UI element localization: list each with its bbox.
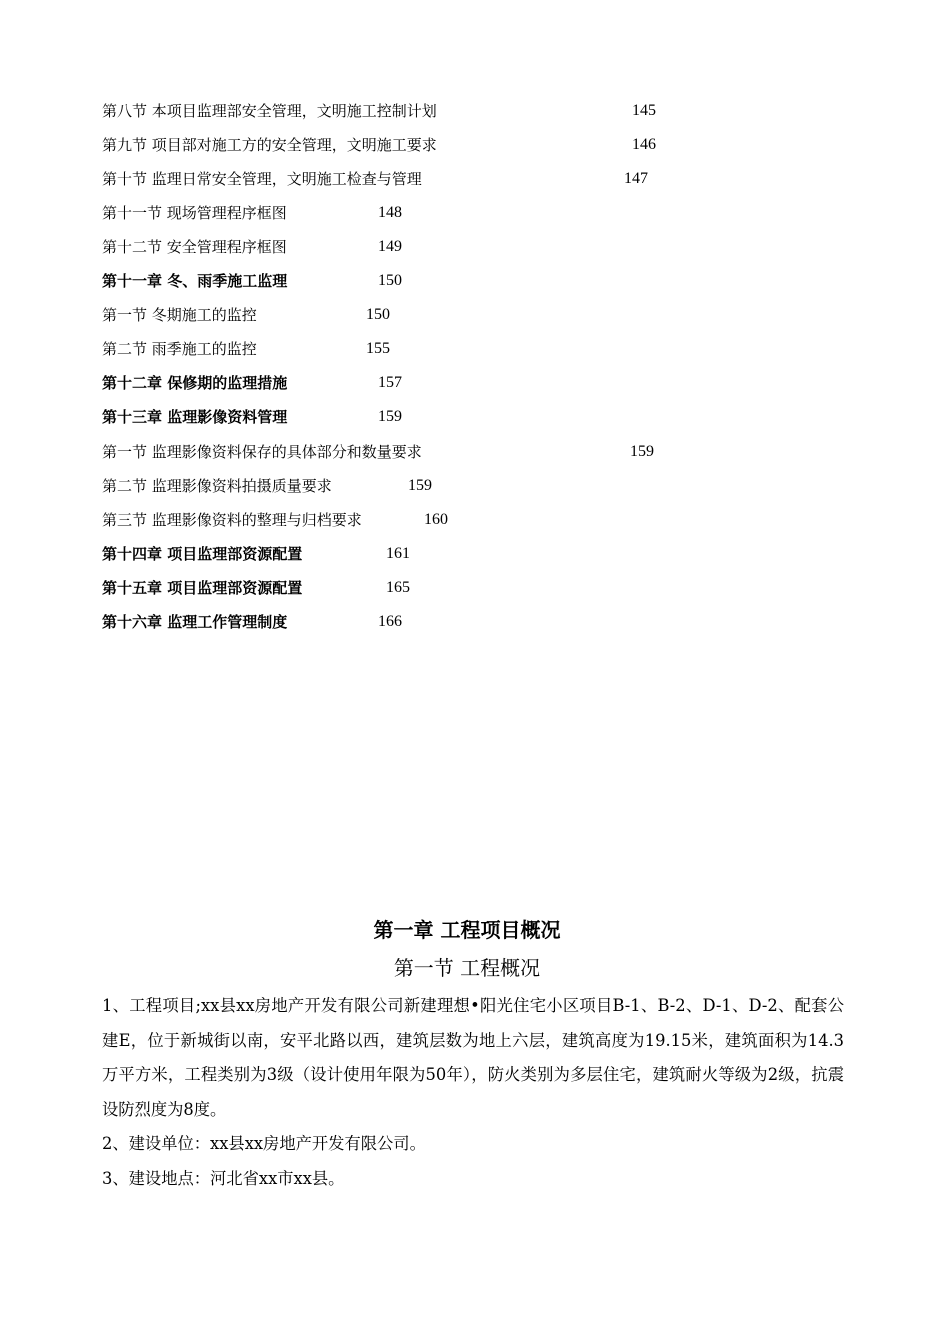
toc-entry-page: 155 <box>366 340 390 357</box>
toc-entry[interactable] <box>102 169 862 203</box>
toc-chapter-entry[interactable] <box>102 544 862 578</box>
toc-entry[interactable] <box>102 135 862 169</box>
toc-entry-page: 161 <box>386 545 410 562</box>
paragraph-project: 1、工程项目;xx县xx房地产开发有限公司新建理想•阳光住宅小区项目B-1、B-2、D-1、D-2、配套公建E，位于新城街以南，安平北路以西，建筑层数为地上六层，建筑高度为19.15米，建筑面积为14.3万平方米，工程类别为3级（设计使用年限为50年），防火类别为多层住宅，建筑耐火等级为2级，抗震设防烈度为8度。 <box>102 996 844 1119</box>
paragraph-owner: 2、建设单位：xx县xx房地产开发有限公司。 <box>102 1134 426 1153</box>
toc-chapter-entry[interactable] <box>102 578 862 612</box>
toc-chapter-entry[interactable] <box>102 407 862 441</box>
toc-entry-title: 第十节 监理日常安全管理，文明施工检查与管理 <box>102 170 422 188</box>
body-text <box>102 989 844 1196</box>
toc-entry-title: 第一节 冬期施工的监控 <box>102 306 257 324</box>
paragraph-location: 3、建设地点：河北省xx市xx县。 <box>102 1168 345 1188</box>
toc-entry[interactable] <box>102 203 862 237</box>
toc-entry-page: 146 <box>632 136 656 153</box>
toc-entry-page: 150 <box>366 306 390 323</box>
toc-entry-title: 第一节 监理影像资料保存的具体部分和数量要求 <box>102 443 422 461</box>
toc-entry-title: 第十二节 安全管理程序框图 <box>102 238 287 256</box>
toc-entry-title: 第三节 监理影像资料的整理与归档要求 <box>102 511 362 529</box>
toc-entry[interactable] <box>102 510 862 544</box>
toc-entry-title: 第九节 项目部对施工方的安全管理，文明施工要求 <box>102 136 437 154</box>
toc-chapter-entry[interactable] <box>102 271 862 305</box>
toc-entry-title: 第十五章 项目监理部资源配置 <box>102 579 303 597</box>
toc-entry-title: 第十六章 监理工作管理制度 <box>102 613 288 631</box>
toc-entry-page: 145 <box>632 102 656 119</box>
toc-entry-page: 159 <box>630 443 654 460</box>
toc-entry-page: 149 <box>378 238 402 255</box>
toc-entry-title: 第二节 雨季施工的监控 <box>102 340 257 358</box>
toc-chapter-entry[interactable] <box>102 373 862 407</box>
toc-entry-page: 157 <box>378 374 402 391</box>
toc-entry-title: 第十二章 保修期的监理措施 <box>102 374 288 392</box>
toc-entry-page: 166 <box>378 613 402 630</box>
toc-entry-page: 148 <box>378 204 402 221</box>
toc-entry-title: 第十一节 现场管理程序框图 <box>102 204 287 222</box>
section-heading: 第一节 工程概况 <box>393 956 541 980</box>
toc-entry[interactable] <box>102 442 862 476</box>
toc-entry[interactable] <box>102 476 862 510</box>
toc-entry[interactable] <box>102 101 862 135</box>
toc-entry-title: 第八节 本项目监理部安全管理，文明施工控制计划 <box>102 102 437 120</box>
toc-entry-page: 150 <box>378 272 402 289</box>
toc-entry-page: 165 <box>386 579 410 596</box>
toc-entry-title: 第十四章 项目监理部资源配置 <box>102 545 303 563</box>
chapter-heading: 第一章 工程项目概况 <box>373 918 561 942</box>
toc-entry[interactable] <box>102 305 862 339</box>
toc-chapter-entry[interactable] <box>102 612 862 646</box>
toc-entry-page: 159 <box>408 477 432 494</box>
toc-entry-title: 第十一章 冬、雨季施工监理 <box>102 272 288 290</box>
toc-entry-page: 147 <box>624 170 648 187</box>
toc-entry-page: 159 <box>378 408 402 425</box>
toc-entry[interactable] <box>102 237 862 271</box>
toc-entry-page: 160 <box>424 511 448 528</box>
toc-entry-title: 第十三章 监理影像资料管理 <box>102 408 288 426</box>
toc-entry-title: 第二节 监理影像资料拍摄质量要求 <box>102 477 332 495</box>
toc-entry[interactable] <box>102 339 862 373</box>
